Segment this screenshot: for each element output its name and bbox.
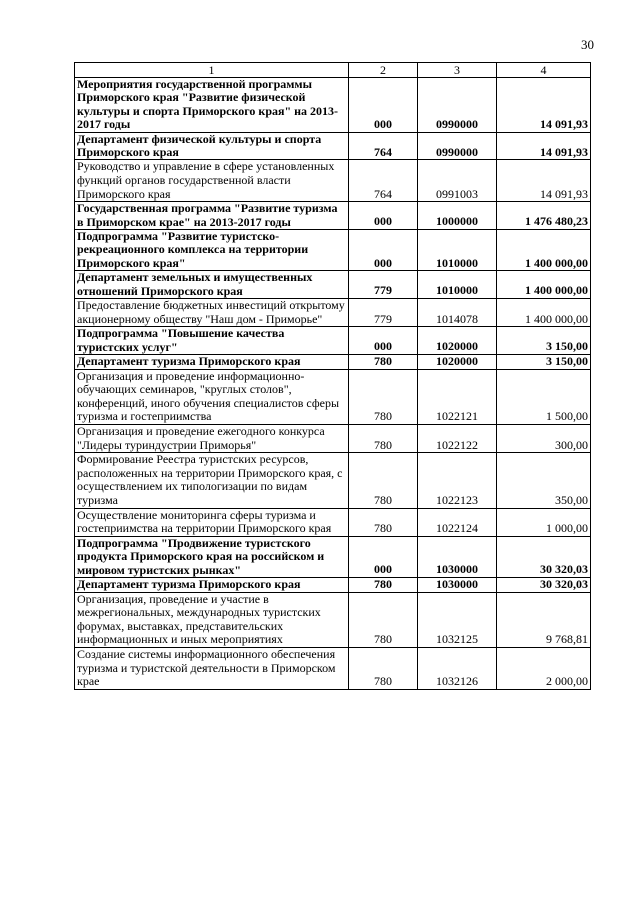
table-row — [75, 453, 591, 508]
row-amount: 14 091,93 — [497, 160, 591, 202]
row-code-3: 1010000 — [418, 271, 497, 299]
row-name: Формирование Реестра туристских ресурсов, расположенных на территории Приморского края, с осуществлением их типологизации по видам туризма — [75, 453, 349, 508]
row-amount: 3 150,00 — [497, 355, 591, 370]
row-amount: 14 091,93 — [497, 132, 591, 160]
row-code-3: 0990000 — [418, 132, 497, 160]
row-code-3: 1022122 — [418, 425, 497, 453]
row-amount: 30 320,03 — [497, 536, 591, 577]
row-code-3: 1020000 — [418, 355, 497, 370]
row-code-2: 000 — [349, 230, 418, 271]
row-name: Государственная программа "Развитие туризма в Приморском крае" на 2013-2017 годы — [75, 202, 349, 230]
row-code-2: 779 — [349, 299, 418, 327]
row-code-3: 1032125 — [418, 592, 497, 647]
row-name: Осуществление мониторинга сферы туризма и гостеприимства на территории Приморского края — [75, 508, 349, 536]
row-amount: 1 500,00 — [497, 369, 591, 424]
row-name: Руководство и управление в сфере установленных функций органов государственной власти Приморского края — [75, 160, 349, 202]
row-code-2: 780 — [349, 453, 418, 508]
row-amount: 9 768,81 — [497, 592, 591, 647]
table-row — [75, 202, 591, 230]
row-amount: 1 000,00 — [497, 508, 591, 536]
row-name: Департамент туризма Приморского края — [75, 355, 349, 370]
row-code-3: 1030000 — [418, 578, 497, 593]
row-code-2: 780 — [349, 508, 418, 536]
row-name: Подпрограмма "Развитие туристско-рекреационного комплекса на территории Приморского края" — [75, 230, 349, 271]
row-name: Организация и проведение информационно-обучающих семинаров, "круглых столов", конференций, иного обучения специалистов сферы туризма и гостеприимства — [75, 369, 349, 424]
row-amount: 1 400 000,00 — [497, 271, 591, 299]
row-name: Департамент физической культуры и спорта Приморского края — [75, 132, 349, 160]
row-code-3: 1020000 — [418, 327, 497, 355]
table-row — [75, 78, 591, 133]
row-amount: 3 150,00 — [497, 327, 591, 355]
row-amount: 1 400 000,00 — [497, 230, 591, 271]
row-amount: 14 091,93 — [497, 78, 591, 133]
row-code-2: 780 — [349, 592, 418, 647]
row-code-2: 000 — [349, 327, 418, 355]
row-code-3: 1022123 — [418, 453, 497, 508]
row-code-2: 780 — [349, 369, 418, 424]
table-row — [75, 647, 591, 689]
row-amount: 2 000,00 — [497, 647, 591, 689]
page-number: 30 — [581, 37, 594, 52]
row-code-2: 780 — [349, 578, 418, 593]
table-row — [75, 271, 591, 299]
table-row — [75, 160, 591, 202]
table-row — [75, 132, 591, 160]
table-row — [75, 592, 591, 647]
table-row — [75, 327, 591, 355]
column-header-2: 2 — [349, 63, 418, 78]
table-row — [75, 355, 591, 370]
row-code-2: 000 — [349, 536, 418, 577]
row-code-2: 780 — [349, 647, 418, 689]
row-code-3: 1014078 — [418, 299, 497, 327]
row-amount: 1 400 000,00 — [497, 299, 591, 327]
row-code-2: 000 — [349, 202, 418, 230]
row-code-3: 1000000 — [418, 202, 497, 230]
table-row — [75, 578, 591, 593]
column-header-4: 4 — [497, 63, 591, 78]
row-name: Департамент земельных и имущественных отношений Приморского края — [75, 271, 349, 299]
table-header-row — [75, 63, 591, 78]
row-amount: 30 320,03 — [497, 578, 591, 593]
row-code-3: 1022121 — [418, 369, 497, 424]
table-row — [75, 425, 591, 453]
table-row — [75, 230, 591, 271]
table-row — [75, 369, 591, 424]
row-code-3: 1032126 — [418, 647, 497, 689]
row-name: Организация и проведение ежегодного конкурса "Лидеры туриндустрии Приморья" — [75, 425, 349, 453]
row-code-2: 780 — [349, 425, 418, 453]
row-name: Мероприятия государственной программы Приморского края "Развитие физической культуры и спорта Приморского края" на 2013-2017 годы — [75, 78, 349, 133]
row-name: Предоставление бюджетных инвестиций открытому акционерному обществу "Наш дом - Приморье" — [75, 299, 349, 327]
row-code-2: 780 — [349, 355, 418, 370]
row-code-3: 1022124 — [418, 508, 497, 536]
table-row — [75, 536, 591, 577]
row-name: Подпрограмма "Продвижение туристского продукта Приморского края на российском и мировом туристских рынках" — [75, 536, 349, 577]
column-header-1: 1 — [75, 63, 349, 78]
row-code-3: 0991003 — [418, 160, 497, 202]
row-code-3: 1010000 — [418, 230, 497, 271]
row-amount: 300,00 — [497, 425, 591, 453]
row-code-2: 779 — [349, 271, 418, 299]
column-header-3: 3 — [418, 63, 497, 78]
row-code-2: 764 — [349, 132, 418, 160]
row-name: Подпрограмма "Повышение качества туристских услуг" — [75, 327, 349, 355]
row-name: Организация, проведение и участие в межрегиональных, международных туристских форумах, выставках, представительских информационных и иных мероприятиях — [75, 592, 349, 647]
table-row — [75, 299, 591, 327]
row-name: Создание системы информационного обеспечения туризма и туристской деятельности в Приморском крае — [75, 647, 349, 689]
row-code-3: 1030000 — [418, 536, 497, 577]
row-amount: 1 476 480,23 — [497, 202, 591, 230]
row-code-3: 0990000 — [418, 78, 497, 133]
budget-table — [74, 62, 591, 690]
row-code-2: 000 — [349, 78, 418, 133]
row-code-2: 764 — [349, 160, 418, 202]
table-row — [75, 508, 591, 536]
row-amount: 350,00 — [497, 453, 591, 508]
row-name: Департамент туризма Приморского края — [75, 578, 349, 593]
